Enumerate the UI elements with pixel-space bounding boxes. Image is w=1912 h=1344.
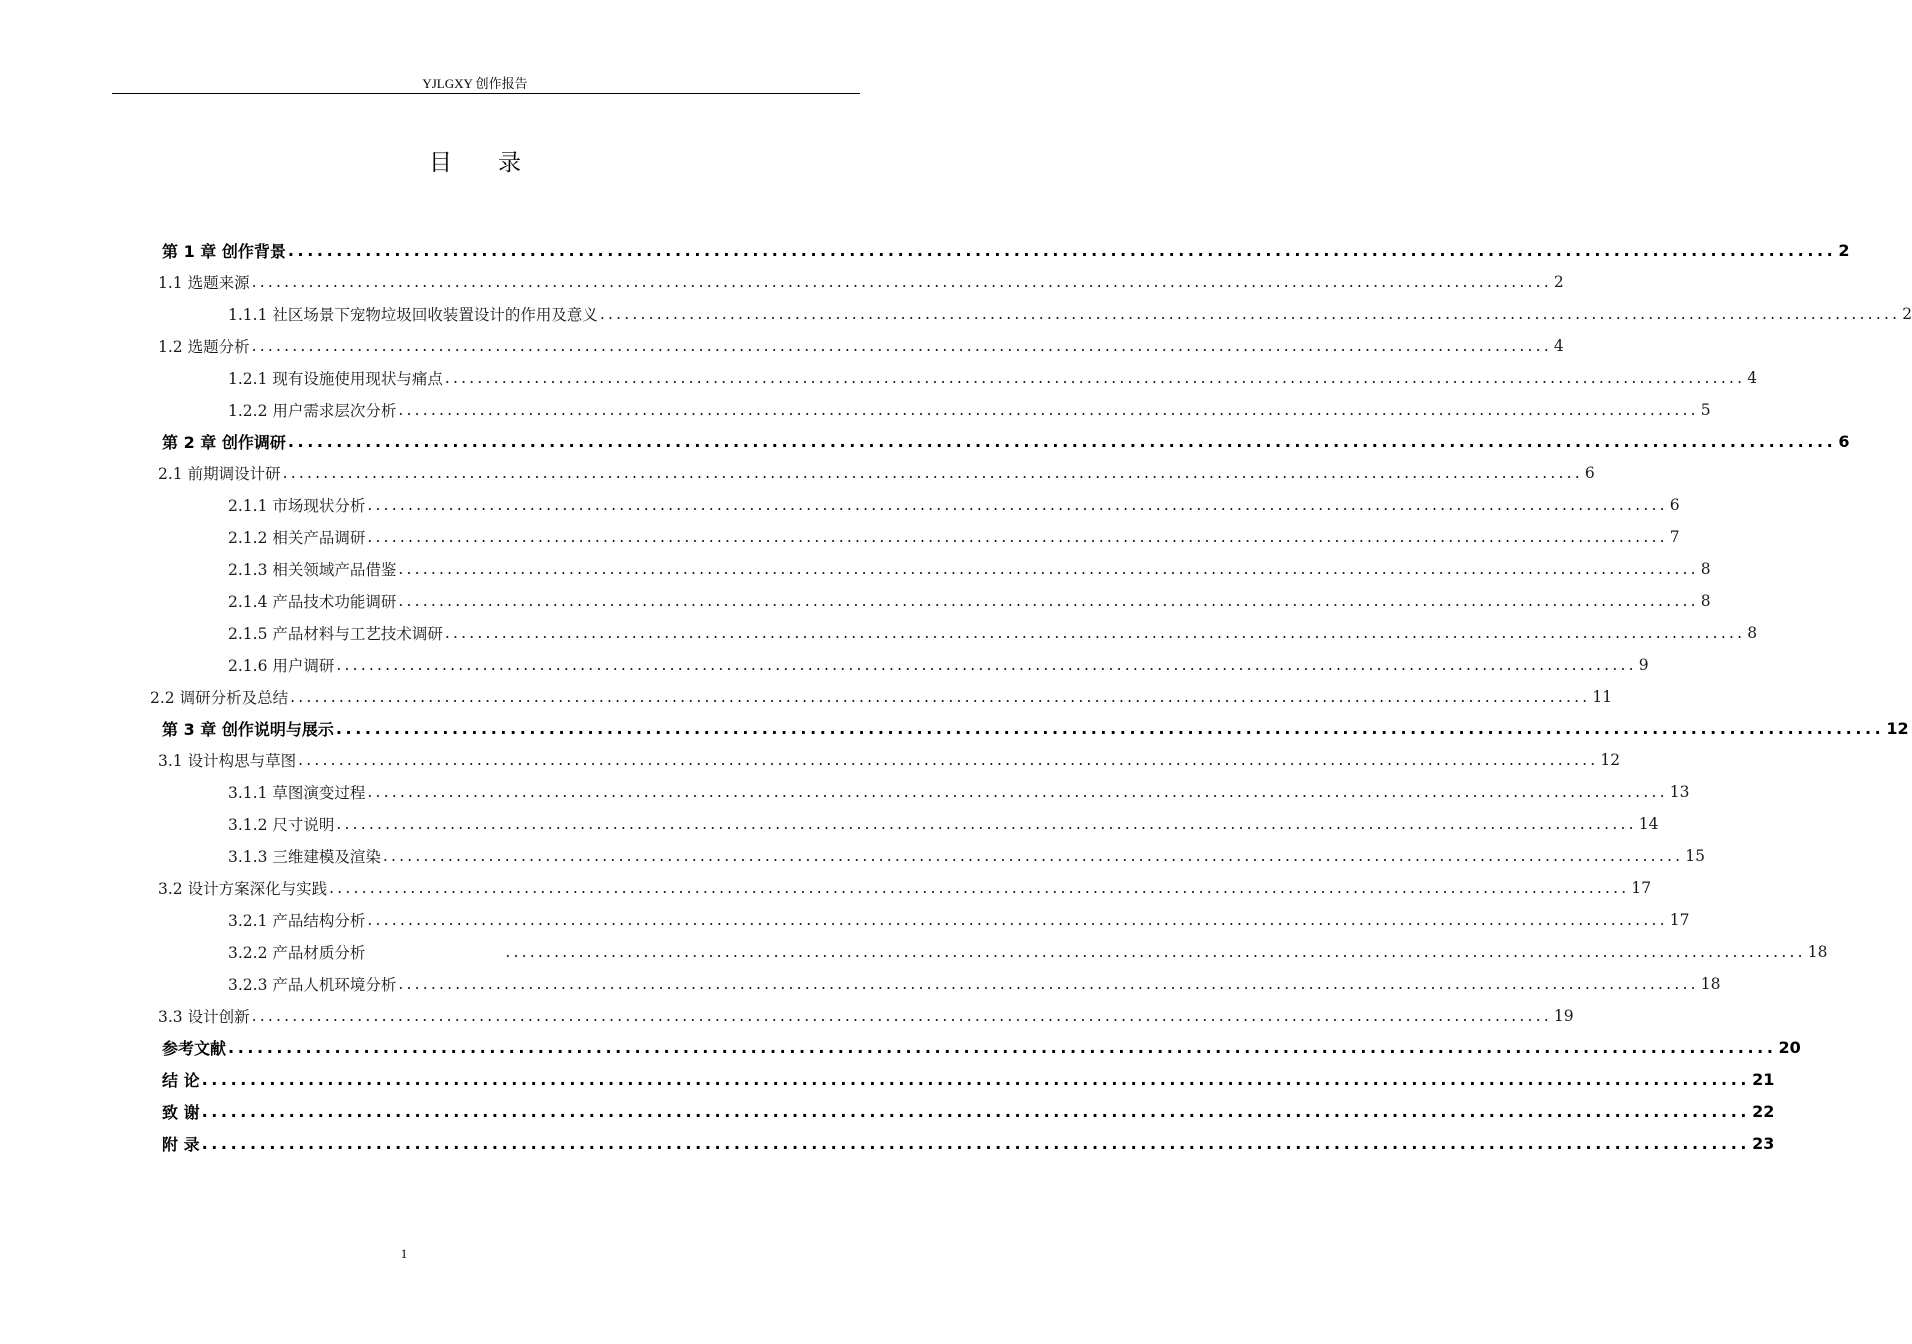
- toc-dot-leader: ................................................................................................................................................................: [251, 1006, 1552, 1025]
- toc-entry-page: 14: [1638, 815, 1659, 834]
- toc-entry[interactable]: [228, 298, 1912, 330]
- toc-entry-label: 1.2.1 现有设施使用现状与痛点: [228, 369, 443, 388]
- toc-entry[interactable]: [228, 808, 1659, 840]
- toc-entry-label: 第 1 章 创作背景: [162, 241, 286, 261]
- toc-dot-leader: ................................................................................................................................................................: [251, 272, 1552, 291]
- toc-entry-label: 2.1.1 市场现状分析: [228, 497, 366, 516]
- toc-entry-page: 15: [1685, 847, 1705, 866]
- toc-entry-label: 1.1 选题来源: [158, 273, 250, 292]
- toc-entry-page: 4: [1553, 336, 1564, 355]
- toc-dot-leader: ................................................................................................................................................................: [287, 240, 1837, 260]
- toc-entry-label: 结 论: [162, 1070, 200, 1090]
- toc-dot-leader: ................................................................................................................................................................: [335, 719, 1885, 738]
- toc-dot-leader: ................................................................................................................................................................: [201, 1069, 1751, 1089]
- toc-entry[interactable]: [158, 744, 1621, 776]
- toc-entry[interactable]: [162, 713, 1909, 745]
- toc-entry[interactable]: [228, 968, 1721, 1000]
- toc-entry-label: 3.1.1 草图演变过程: [228, 784, 366, 803]
- toc-dot-leader: ................................................................................................................................................................: [444, 623, 1746, 642]
- toc-entry[interactable]: [228, 394, 1711, 426]
- toc-entry-page: 19: [1553, 1006, 1574, 1025]
- toc-entry[interactable]: [162, 1095, 1775, 1127]
- toc-entry-label: 2.1 前期调设计研: [158, 465, 281, 484]
- toc-entry[interactable]: [228, 649, 1649, 681]
- toc-entry-label: 1.2 选题分析: [158, 337, 250, 356]
- toc-entry-page: 20: [1778, 1038, 1801, 1057]
- toc-entry[interactable]: [162, 425, 1850, 457]
- toc-entry-page: 8: [1700, 591, 1711, 610]
- toc-dot-leader: ................................................................................................................................................................: [398, 400, 1699, 419]
- toc-entry-page: 18: [1807, 942, 1828, 961]
- toc-dot-leader: ................................................................................................................................................................: [367, 910, 1668, 929]
- toc-entry-label: 第 2 章 创作调研: [162, 432, 286, 452]
- toc-entry-page: 2: [1902, 304, 1912, 323]
- toc-entry[interactable]: [158, 872, 1652, 904]
- toc-entry[interactable]: [228, 553, 1711, 585]
- toc-entry-label: 1.2.2 用户需求层次分析: [228, 401, 397, 420]
- toc-entry[interactable]: [228, 936, 1828, 968]
- toc-dot-leader: ................................................................................................................................................................: [290, 687, 1591, 706]
- toc-dot-leader: ................................................................................................................................................................: [251, 336, 1552, 355]
- toc-entry[interactable]: [150, 681, 1613, 713]
- toc-entry-page: 6: [1669, 496, 1680, 515]
- toc-dot-leader: ................................................................................................................................................................: [398, 591, 1699, 610]
- toc-entry-page: 23: [1752, 1133, 1775, 1153]
- toc-dot-leader: ................................................................................................................................................................: [201, 1101, 1751, 1121]
- toc-entry-page: 5: [1700, 400, 1711, 419]
- toc-entry-page: 2: [1838, 240, 1850, 260]
- toc-entry-page: 9: [1638, 655, 1649, 674]
- toc-entry-label: 3.2.2 产品材质分析: [228, 943, 366, 962]
- toc-entry-label: 附 录: [162, 1134, 200, 1154]
- header-rule: [112, 93, 860, 94]
- toc-title: 目录: [429, 150, 567, 176]
- toc-entry[interactable]: [162, 234, 1850, 266]
- toc-entry-label: 致 谢: [162, 1102, 200, 1122]
- toc-dot-leader: ................................................................................................................................................................: [398, 974, 1699, 993]
- toc-entry-page: 12: [1886, 719, 1909, 738]
- toc-entry-page: 11: [1592, 687, 1613, 706]
- toc-entry-label: 第 3 章 创作说明与展示: [162, 720, 334, 739]
- toc-entry[interactable]: [228, 489, 1680, 521]
- toc-entry-label: 3.1.2 尺寸说明: [228, 816, 335, 835]
- toc-dot-leader: ................................................................................................................................................................: [336, 815, 1637, 834]
- running-header: YJLGXY 创作报告: [422, 76, 528, 91]
- toc-entry[interactable]: [228, 617, 1758, 649]
- toc-entry[interactable]: [158, 457, 1595, 489]
- toc-entry[interactable]: [158, 330, 1564, 362]
- toc-entry-label: 2.1.2 相关产品调研: [228, 529, 366, 548]
- toc-entry-page: 13: [1669, 783, 1690, 802]
- toc-entry-page: 12: [1600, 751, 1621, 770]
- toc-entry-page: 18: [1700, 974, 1721, 993]
- toc-entry[interactable]: [228, 776, 1690, 808]
- toc-entry-label: 1.1.1 社区场景下宠物垃圾回收装置设计的作用及意义: [228, 305, 598, 324]
- toc-entry-label: 3.2.1 产品结构分析: [228, 911, 366, 930]
- toc-dot-leader: ................................................................................................................................................................: [336, 655, 1637, 674]
- toc-dot-leader: ................................................................................................................................................................: [367, 528, 1668, 547]
- toc-entry[interactable]: [228, 585, 1711, 617]
- toc-entry-page: 17: [1631, 879, 1652, 897]
- toc-entry[interactable]: [158, 266, 1564, 298]
- toc-entry-page: 2: [1553, 272, 1564, 291]
- toc-dot-leader: ................................................................................................................................................................: [367, 496, 1668, 515]
- toc-entry-page: 17: [1669, 910, 1690, 929]
- toc-dot-leader: ................................................................................................................................................................: [444, 368, 1746, 387]
- toc-entry-page: 22: [1752, 1101, 1775, 1121]
- toc-entry-page: 7: [1669, 528, 1680, 547]
- toc-entry-page: 4: [1747, 368, 1758, 387]
- toc-entry-label: 2.2 调研分析及总结: [150, 688, 289, 707]
- toc-dot-leader: ................................................................................................................................................................: [599, 304, 1901, 323]
- toc-dot-leader: ................................................................................................................................................................: [329, 879, 1630, 897]
- toc-entry-page: 8: [1700, 560, 1711, 578]
- toc-entry[interactable]: [162, 1063, 1775, 1095]
- toc-dot-leader: ................................................................................................................................................................: [228, 1038, 1777, 1057]
- toc-dot-leader: ................................................................................................................................................................: [298, 751, 1599, 770]
- toc-entry[interactable]: [228, 840, 1705, 872]
- toc-entry[interactable]: [228, 904, 1690, 936]
- toc-entry[interactable]: [228, 362, 1758, 394]
- toc-entry-label: 2.1.4 产品技术功能调研: [228, 592, 397, 611]
- toc-entry[interactable]: [158, 1000, 1574, 1032]
- toc-entry-label: 参考文献: [162, 1039, 227, 1058]
- toc-dot-leader: ................................................................................................................................................................: [201, 1133, 1751, 1153]
- toc-dot-leader: ................................................................................................................................................................: [398, 560, 1699, 578]
- toc-dot-leader: ................................................................................................................................................................: [505, 942, 1806, 961]
- toc-dot-leader: ................................................................................................................................................................: [367, 783, 1668, 802]
- toc-entry[interactable]: [228, 521, 1680, 553]
- toc-entry[interactable]: [162, 1032, 1801, 1064]
- toc-entry-label: 3.1.3 三维建模及渲染: [228, 848, 381, 867]
- toc-entry-page: 21: [1752, 1069, 1775, 1089]
- toc-entry-label: 2.1.5 产品材料与工艺技术调研: [228, 624, 443, 643]
- toc-entry-page: 6: [1584, 464, 1595, 483]
- toc-dot-leader: ................................................................................................................................................................: [287, 431, 1837, 451]
- toc-entry-label: 3.2 设计方案深化与实践: [158, 880, 328, 898]
- toc-entry-label: 2.1.3 相关领域产品借鉴: [228, 561, 397, 579]
- toc-entry-label: 2.1.6 用户调研: [228, 656, 335, 675]
- page-number: 1: [400, 1246, 408, 1261]
- toc-entry-page: 8: [1747, 623, 1758, 642]
- toc-entry-label: 3.1 设计构思与草图: [158, 752, 297, 771]
- toc-entry[interactable]: [162, 1127, 1775, 1159]
- toc-dot-leader: ................................................................................................................................................................: [382, 847, 1684, 866]
- toc-entry-label: 3.3 设计创新: [158, 1007, 250, 1026]
- toc-dot-leader: ................................................................................................................................................................: [282, 464, 1583, 483]
- toc-entry-page: 6: [1838, 431, 1850, 451]
- toc-entry-label: 3.2.3 产品人机环境分析: [228, 975, 397, 994]
